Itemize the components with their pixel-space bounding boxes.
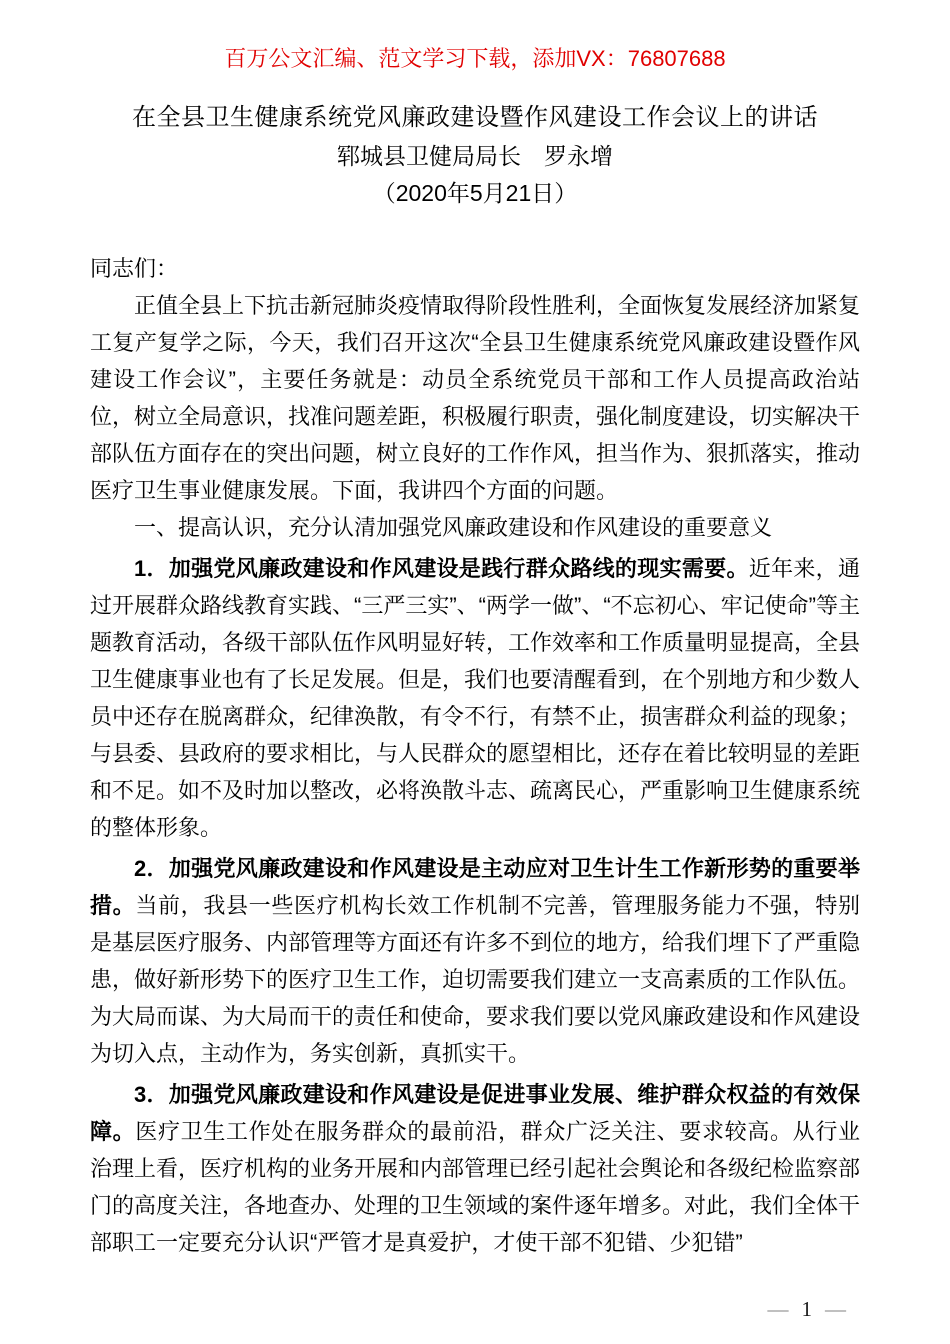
page-number-value: 1 bbox=[801, 1297, 812, 1321]
doc-author: 郓城县卫健局局长 罗永增 bbox=[337, 143, 613, 169]
point-3-lead: 3．加强党风廉政建设和作风建设是促进事业发展、维护群众权益的有效保障。 bbox=[90, 1082, 860, 1144]
point-1-text: 近年来，通过开展群众路线教育实践、“三严三实”、“两学一做”、“不忘初心、牢记使命”等主题教育活动，各级干部队伍作风明显好转，工作效率和工作质量明显提高，全县卫生健康事业也有了长足发展。但是，我们也要清醒看到，在个别地方和少数人员中还存在脱离群众，纪律涣散，有令不行，有禁不止，损害群众利益的现象；与县委、县政府的要求相比，与人民群众的愿望相比，还存在着比较明显的差距和不足。如不及时加以整改，必将涣散斗志、疏离民心，严重影响卫生健康系统的整体形象。 bbox=[90, 556, 861, 840]
section-heading-one: 一、提高认识，充分认清加强党风廉政建设和作风建设的重要意义 bbox=[134, 515, 773, 540]
page-number-dash-left: — bbox=[767, 1297, 789, 1321]
paragraph-point-1 bbox=[90, 550, 860, 846]
paragraph-point-2 bbox=[90, 850, 860, 1072]
point-2-lead: 2．加强党风廉政建设和作风建设是主动应对卫生计生工作新形势的重要举措。 bbox=[90, 856, 860, 918]
doc-body bbox=[90, 250, 860, 1261]
paragraph-intro: 正值全县上下抗击新冠肺炎疫情取得阶段性胜利，全面恢复发展经济加紧复工复产复学之际，今天，我们召开这次“全县卫生健康系统党风廉政建设暨作风建设工作会议”，主要任务就是：动员全系统党员干部和工作人员提高政治站位，树立全局意识，找准问题差距，积极履行职责，强化制度建设，切实解决干部队伍方面存在的突出问题，树立良好的工作作风，担当作为、狠抓落实，推动医疗卫生事业健康发展。下面，我讲四个方面的问题。 bbox=[90, 293, 861, 503]
doc-date: （2020年5月21日） bbox=[372, 180, 578, 206]
doc-title: 在全县卫生健康系统党风廉政建设暨作风建设工作会议上的讲话 bbox=[132, 104, 818, 131]
point-3-text: 医疗卫生工作处在服务群众的最前沿，群众广泛关注、要求较高。从行业治理上看，医疗机构的业务开展和内部管理已经引起社会舆论和各级纪检监察部门的高度关注，各地查办、处理的卫生领域的案件逐年增多。对此，我们全体干部职工一定要充分认识“严管才是真爱护，才使干部不犯错、少犯错” bbox=[90, 1119, 861, 1255]
paragraph-point-3 bbox=[90, 1076, 860, 1261]
page-number-dash-right: — bbox=[825, 1297, 846, 1321]
watermark-notice: 百万公文汇编、范文学习下载，添加VX：76807688 bbox=[224, 46, 726, 71]
point-1-lead: 1．加强党风廉政建设和作风建设是践行群众路线的现实需要。 bbox=[134, 556, 749, 581]
point-2-text: 当前，我县一些医疗机构长效工作机制不完善，管理服务能力不强，特别是基层医疗服务、内部管理等方面还有许多不到位的地方，给我们埋下了严重隐患，做好新形势下的医疗卫生工作，迫切需要我们建立一支高素质的工作队伍。为大局而谋、为大局而干的责任和使命，要求我们要以党风廉政建设和作风建设为切入点，主动作为，务实创新，真抓实干。 bbox=[90, 893, 861, 1066]
salutation: 同志们： bbox=[90, 256, 179, 281]
page-number bbox=[768, 1296, 847, 1322]
